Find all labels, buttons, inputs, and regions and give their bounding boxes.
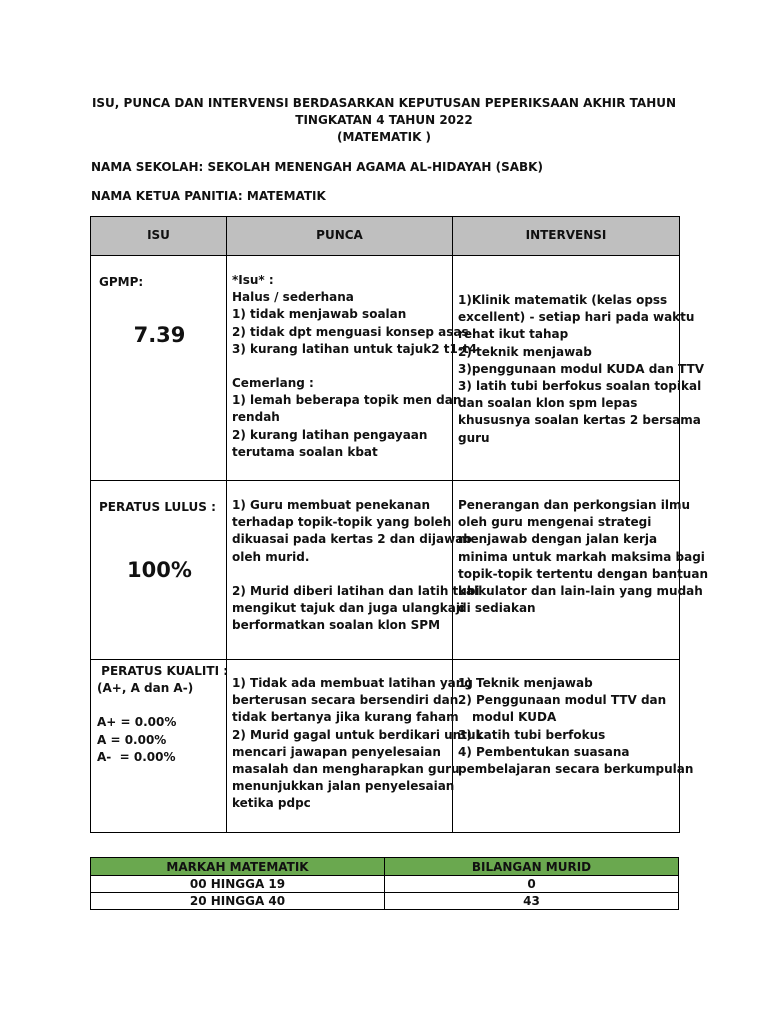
intervensi-line: 4) Pembentukan suasana bbox=[458, 744, 630, 759]
intervensi-line: 3) latih tubi berfokus soalan topikal bbox=[458, 379, 702, 394]
intervensi-line: topik-topik tertentu dengan bantuan bbox=[458, 566, 708, 581]
intervensi-line: excellent) - setiap hari pada waktu bbox=[458, 310, 695, 325]
intervensi-line: guru bbox=[458, 430, 490, 445]
intervensi-cell bbox=[453, 481, 708, 660]
marks-distribution-table bbox=[90, 857, 679, 910]
punca-line: 2) kurang latihan pengayaan bbox=[232, 427, 428, 442]
student-count: 0 bbox=[385, 876, 679, 893]
school-name: NAMA SEKOLAH: SEKOLAH MENENGAH AGAMA AL-HIDAYAH (SABK) bbox=[91, 160, 543, 174]
table-row bbox=[91, 893, 679, 910]
intervensi-line: 3)penggunaan modul KUDA dan TTV bbox=[458, 361, 705, 376]
punca-line: Halus / sederhana bbox=[232, 290, 354, 305]
marks-table-header bbox=[91, 858, 679, 876]
intervensi-line: kalkulator dan lain-lain yang mudah bbox=[458, 584, 703, 599]
intervensi-line: 3) Latih tubi berfokus bbox=[458, 727, 606, 742]
intervensi-line: 1) Teknik menjawab bbox=[458, 676, 593, 690]
punca-line: berformatkan soalan klon SPM bbox=[232, 618, 441, 633]
isu-cell bbox=[91, 256, 227, 481]
punca-line: menunjukkan jalan penyelesaian bbox=[232, 779, 455, 794]
isu-label: GPMP: bbox=[99, 275, 144, 289]
punca-line: 2) Murid gagal untuk berdikari untuk bbox=[232, 727, 484, 742]
column-header-punca: PUNCA bbox=[227, 217, 453, 256]
punca-line: dikuasai pada kertas 2 dan dijawab bbox=[232, 532, 472, 547]
gpmp-value: 7.39 bbox=[133, 323, 186, 348]
punca-line: masalah dan mengharapkan guru bbox=[232, 762, 460, 777]
intervensi-line: menjawab dengan jalan kerja bbox=[458, 532, 658, 547]
table-row-peratus-lulus bbox=[91, 481, 680, 660]
student-count: 43 bbox=[385, 893, 679, 910]
punca-line: oleh murid. bbox=[232, 549, 310, 564]
paragraph-gap bbox=[97, 697, 220, 714]
isu-label: PERATUS LULUS : bbox=[99, 500, 216, 514]
intervensi-line: minima untuk markah maksima bagi bbox=[458, 549, 705, 564]
intervensi-line: 2) Penggunaan modul TTV dan bbox=[458, 693, 667, 708]
column-header-bilangan: BILANGAN MURID bbox=[385, 858, 679, 876]
column-header-markah: MARKAH MATEMATIK bbox=[91, 858, 385, 876]
intervensi-line: 1)Klinik matematik (kelas opss bbox=[458, 293, 668, 307]
mark-range: 20 HINGGA 40 bbox=[91, 893, 385, 910]
intervensi-line: 2) teknik menjawab bbox=[458, 344, 592, 359]
analysis-table bbox=[90, 216, 708, 833]
column-header-isu: ISU bbox=[91, 217, 227, 256]
panel-head-name: NAMA KETUA PANITIA: MATEMATIK bbox=[91, 189, 326, 203]
intervensi-line: pembelajaran secara berkumpulan bbox=[458, 762, 694, 777]
intervensi-cell bbox=[453, 660, 694, 833]
column-header-intervensi: INTERVENSI bbox=[453, 217, 680, 256]
punca-line: Cemerlang : bbox=[232, 376, 314, 391]
punca-line: ketika pdpc bbox=[232, 796, 311, 811]
punca-line: 1) tidak menjawab soalan bbox=[232, 307, 407, 322]
isu-cell bbox=[91, 660, 227, 833]
intervensi-line: di sediakan bbox=[458, 601, 536, 616]
punca-line: *Isu* : bbox=[232, 273, 274, 287]
punca-cell bbox=[227, 481, 480, 660]
table-row-gpmp bbox=[91, 256, 680, 481]
punca-line: 1) lemah beberapa topik men dan bbox=[232, 393, 462, 408]
punca-line: 1) Tidak ada membuat latihan yang bbox=[232, 676, 473, 690]
intervensi-line: Penerangan dan perkongsian ilmu bbox=[458, 498, 691, 512]
intervensi-line: oleh guru mengenai strategi bbox=[458, 515, 652, 530]
lulus-value: 100% bbox=[127, 558, 192, 583]
grade-a-plus-percent: A+ = 0.00% bbox=[97, 715, 177, 730]
punca-line: terutama soalan kbat bbox=[232, 444, 378, 459]
intervensi-line: rehat ikut tahap bbox=[458, 327, 569, 342]
paragraph-gap bbox=[232, 566, 446, 583]
intervensi-line: dan soalan klon spm lepas bbox=[458, 396, 638, 411]
document-title-line1: ISU, PUNCA DAN INTERVENSI BERDASARKAN KEPUTUSAN PEPERIKSAAN AKHIR TAHUN bbox=[91, 96, 677, 110]
punca-line: 3) kurang latihan untuk tajuk2 t1-t4 bbox=[232, 341, 477, 356]
document-title-line3: (MATEMATIK ) bbox=[336, 130, 432, 144]
intervensi-line: modul KUDA bbox=[472, 710, 557, 725]
punca-line: 2) Murid diberi latihan dan latih tubi bbox=[232, 583, 480, 598]
isu-label: PERATUS KUALITI : bbox=[97, 664, 229, 678]
table-row-peratus-kualiti bbox=[91, 660, 680, 833]
punca-line: terhadap topik-topik yang boleh bbox=[232, 515, 452, 530]
paragraph-gap bbox=[232, 358, 446, 375]
analysis-table-header bbox=[91, 217, 680, 256]
paragraph-gap bbox=[458, 272, 673, 292]
grade-a-percent: A = 0.00% bbox=[97, 732, 167, 747]
mark-range: 00 HINGGA 19 bbox=[91, 876, 385, 893]
table-row bbox=[91, 876, 679, 893]
punca-cell bbox=[227, 660, 484, 833]
punca-line: rendah bbox=[232, 410, 280, 425]
intervensi-line: khususnya soalan kertas 2 bersama bbox=[458, 413, 701, 428]
punca-line: tidak bertanya jika kurang faham bbox=[232, 710, 459, 725]
punca-line: mencari jawapan penyelesaian bbox=[232, 744, 441, 759]
punca-line: 2) tidak dpt menguasi konsep asas bbox=[232, 324, 469, 339]
punca-line: berterusan secara bersendiri dan bbox=[232, 693, 459, 708]
kualiti-scope: (A+, A dan A-) bbox=[97, 681, 194, 696]
isu-cell bbox=[91, 481, 227, 660]
grade-a-minus-percent: A- = 0.00% bbox=[97, 749, 176, 764]
document-title-line2: TINGKATAN 4 TAHUN 2022 bbox=[295, 113, 473, 127]
punca-line: mengikut tajuk dan juga ulangkaji bbox=[232, 601, 465, 616]
intervensi-cell bbox=[453, 256, 705, 481]
punca-line: 1) Guru membuat penekanan bbox=[232, 498, 431, 512]
